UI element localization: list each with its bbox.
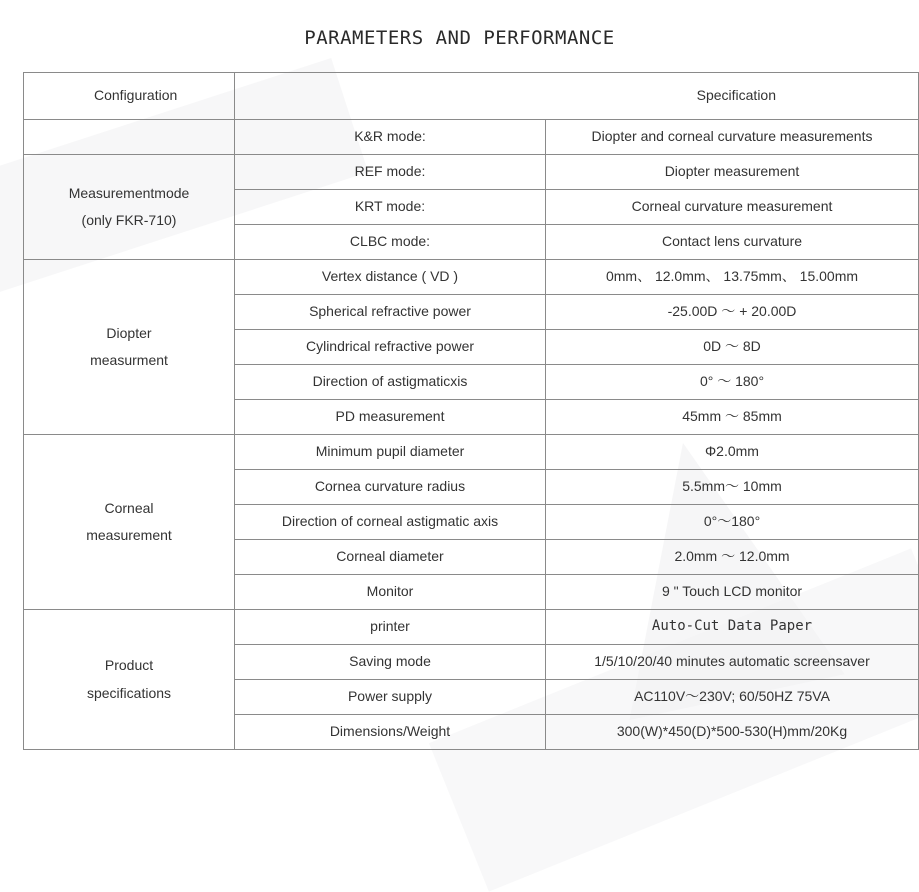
page-title: PARAMETERS AND PERFORMANCE [304,27,615,49]
param-cell: Minimum pupil diameter [235,435,546,470]
table-row [24,155,919,190]
header-configuration: Configuration [24,73,235,120]
group-label: (only FKR-710) [81,212,177,228]
param-cell: Direction of corneal astigmatic axis [235,505,546,540]
value-cell: Diopter and corneal curvature measurements [546,120,919,155]
value-cell: Contact lens curvature [546,225,919,260]
value-cell: AC110V～230V; 60/50HZ 75VA [546,680,919,715]
param-cell: Monitor [235,575,546,610]
header-specification: Specification [235,73,919,120]
param-cell: Cornea curvature radius [235,470,546,505]
group-label: specifications [86,684,172,701]
value-cell: 0D ～ 8D [546,330,919,365]
group-label: Corneal [104,499,154,516]
value-cell: Diopter measurement [546,155,919,190]
value-cell: Corneal curvature measurement [546,190,919,225]
group-label: Measurementmode [68,184,190,201]
group-label: Diopter [106,324,152,341]
value-cell: 45mm ～ 85mm [546,400,919,435]
group-label: Product [104,657,154,674]
param-cell: Spherical refractive power [235,295,546,330]
param-cell: K&R mode: [235,120,546,155]
param-cell: Power supply [235,680,546,715]
value-cell: Φ2.0mm [546,435,919,470]
value-cell: -25.00D ～ + 20.00D [546,295,919,330]
value-cell: 2.0mm ～ 12.0mm [546,540,919,575]
value-cell: 5.5mm～ 10mm [546,470,919,505]
param-cell: printer [235,610,546,645]
value-cell: 0°～180° [546,505,919,540]
group-label: measurment [90,352,168,368]
param-cell: PD measurement [235,400,546,435]
group-corneal [24,435,235,610]
value-cell: 0mm、 12.0mm、 13.75mm、 15.00mm [546,260,919,295]
table-row [24,120,919,155]
group-measurement-mode [24,155,235,260]
param-cell: Corneal diameter [235,540,546,575]
empty-group-cell [24,120,235,155]
table-row [24,260,919,295]
param-cell: Saving mode [235,645,546,680]
spec-table [23,72,919,750]
group-product [24,610,235,750]
value-cell: 0° ～ 180° [546,365,919,400]
param-cell: REF mode: [235,155,546,190]
param-cell: Cylindrical refractive power [235,330,546,365]
value-cell: 1/5/10/20/40 minutes automatic screensaver [546,645,919,680]
table-header-row [24,73,919,120]
param-cell: Dimensions/Weight [235,715,546,750]
group-diopter [24,260,235,435]
param-cell: KRT mode: [235,190,546,225]
param-cell: Direction of astigmaticxis [235,365,546,400]
param-cell: Vertex distance ( VD ) [235,260,546,295]
param-cell: CLBC mode: [235,225,546,260]
table-row [24,610,919,645]
group-label: measurement [86,527,172,543]
value-cell: 9 " Touch LCD monitor [546,575,919,610]
table-row [24,435,919,470]
value-cell: 300(W)*450(D)*500-530(H)mm/20Kg [546,715,919,750]
value-cell: Auto-Cut Data Paper [546,610,919,645]
